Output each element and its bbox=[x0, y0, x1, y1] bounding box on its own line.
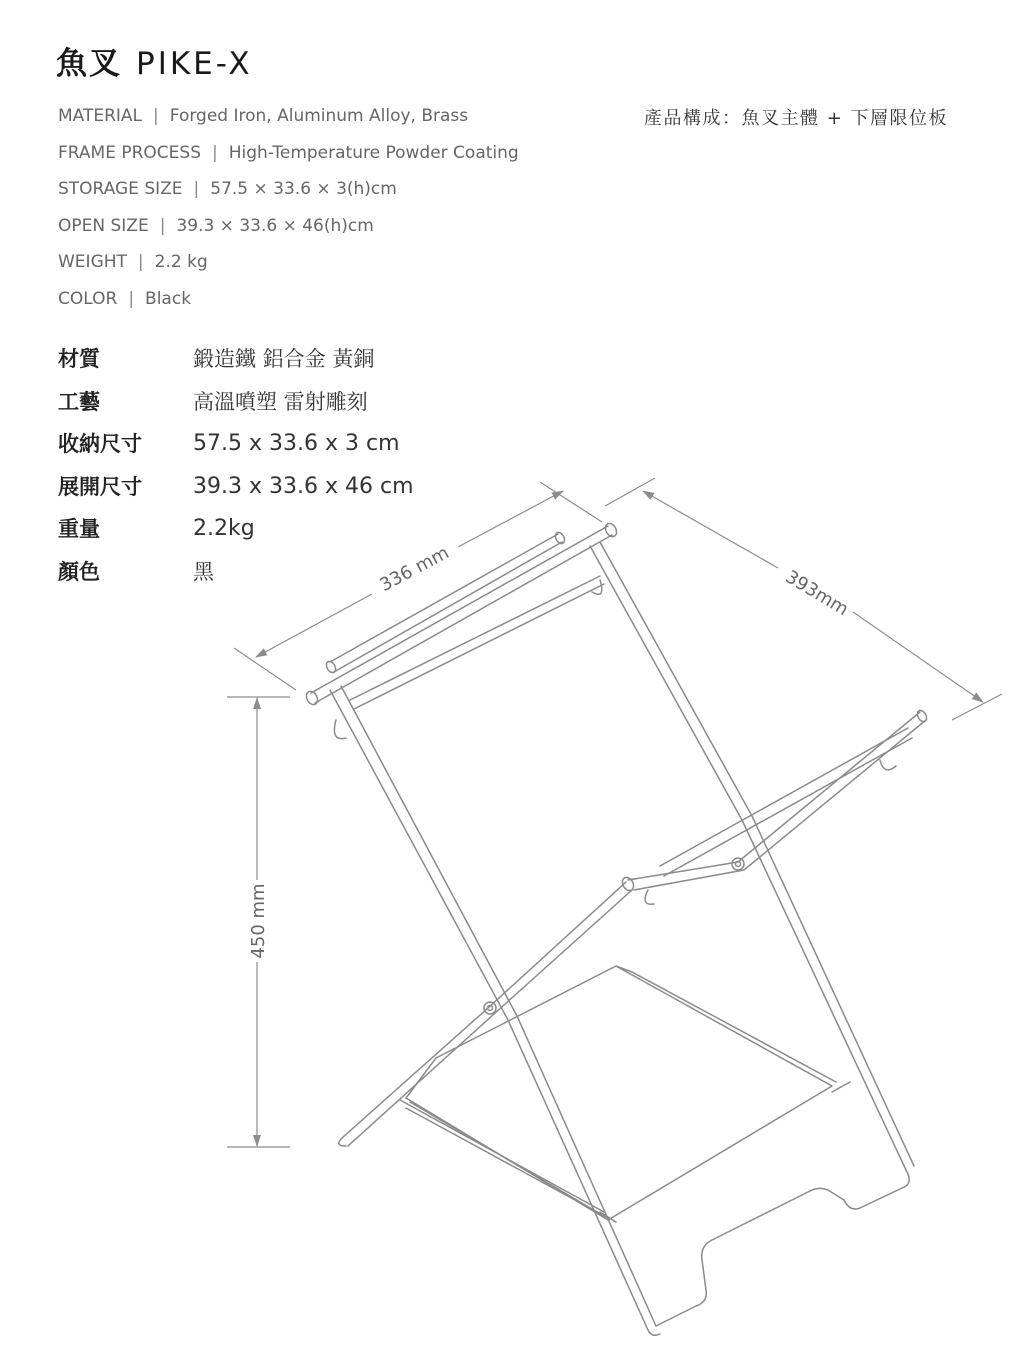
spec-value: Black bbox=[145, 288, 192, 309]
dimension-line bbox=[643, 491, 778, 568]
zh-spec-value: 57.5 x 33.6 x 3 cm bbox=[193, 431, 400, 456]
front-top-rail bbox=[645, 728, 912, 904]
spec-separator: | bbox=[128, 288, 135, 309]
extension-line bbox=[234, 648, 296, 690]
zh-spec-label: 工藝 bbox=[58, 389, 100, 414]
spec-value: 2.2 kg bbox=[154, 252, 208, 272]
zh-spec-label: 顏色 bbox=[58, 559, 100, 584]
lower-shelf-plate bbox=[406, 966, 850, 1222]
zh-spec-value: 鍛造鐵 鋁合金 黃銅 bbox=[193, 347, 375, 371]
zh-spec-value: 黑 bbox=[193, 559, 214, 584]
width-dimension-label: 336 mm bbox=[376, 542, 453, 597]
zh-spec-label: 展開尺寸 bbox=[58, 474, 142, 499]
depth-dimension-label: 393mm bbox=[781, 566, 853, 621]
dimension-line bbox=[458, 491, 563, 547]
spec-label: OPEN SIZE bbox=[58, 215, 149, 236]
spec-separator: | bbox=[193, 179, 200, 199]
back-leg-right bbox=[590, 542, 914, 1326]
extension-line bbox=[540, 482, 602, 522]
product-composition: 產品構成：魚叉主體 + 下層限位板 bbox=[643, 108, 948, 129]
spec-label: MATERIAL bbox=[58, 106, 143, 126]
pivot-bolt bbox=[732, 858, 744, 870]
zh-spec-label: 重量 bbox=[58, 517, 100, 541]
zh-spec-value: 高溫噴塑 雷射雕刻 bbox=[193, 389, 368, 414]
pivot-bolt-center bbox=[736, 862, 741, 867]
zh-spec-value: 2.2kg bbox=[193, 516, 255, 541]
pivot-bolt bbox=[484, 1002, 496, 1014]
spec-label: COLOR bbox=[58, 288, 118, 309]
extension-line bbox=[605, 478, 655, 506]
spec-label: WEIGHT bbox=[58, 252, 127, 272]
zh-spec-label: 收納尺寸 bbox=[58, 432, 142, 456]
spec-separator: | bbox=[137, 252, 144, 272]
front-leg-left bbox=[339, 882, 632, 1146]
product-title-en: PIKE-X bbox=[136, 46, 253, 82]
chair-frame bbox=[304, 521, 928, 1335]
zh-spec-label: 材質 bbox=[58, 347, 100, 371]
spec-value: High-Temperature Powder Coating bbox=[228, 142, 519, 163]
zh-spec-value: 39.3 x 33.6 x 46 cm bbox=[193, 473, 414, 499]
spec-value: Forged Iron, Aluminum Alloy, Brass bbox=[169, 106, 469, 126]
spec-value: 57.5 × 33.6 × 3(h)cm bbox=[210, 179, 397, 199]
product-title-zh: 魚叉 bbox=[56, 46, 122, 82]
dimension-line bbox=[853, 612, 983, 702]
height-dimension-label: 450 mm bbox=[248, 883, 269, 959]
spec-separator: | bbox=[153, 106, 159, 126]
spec-separator: | bbox=[159, 215, 166, 236]
spec-label: FRAME PROCESS bbox=[58, 142, 201, 163]
depth-dimension bbox=[605, 478, 1002, 720]
spec-value: 39.3 × 33.6 × 46(h)cm bbox=[176, 215, 374, 236]
width-dimension bbox=[234, 482, 602, 690]
pivot-bolt-center bbox=[488, 1006, 493, 1011]
lower-side-bar bbox=[400, 1100, 608, 1218]
spec-label: STORAGE SIZE bbox=[58, 179, 183, 199]
spec-separator: | bbox=[211, 142, 218, 163]
